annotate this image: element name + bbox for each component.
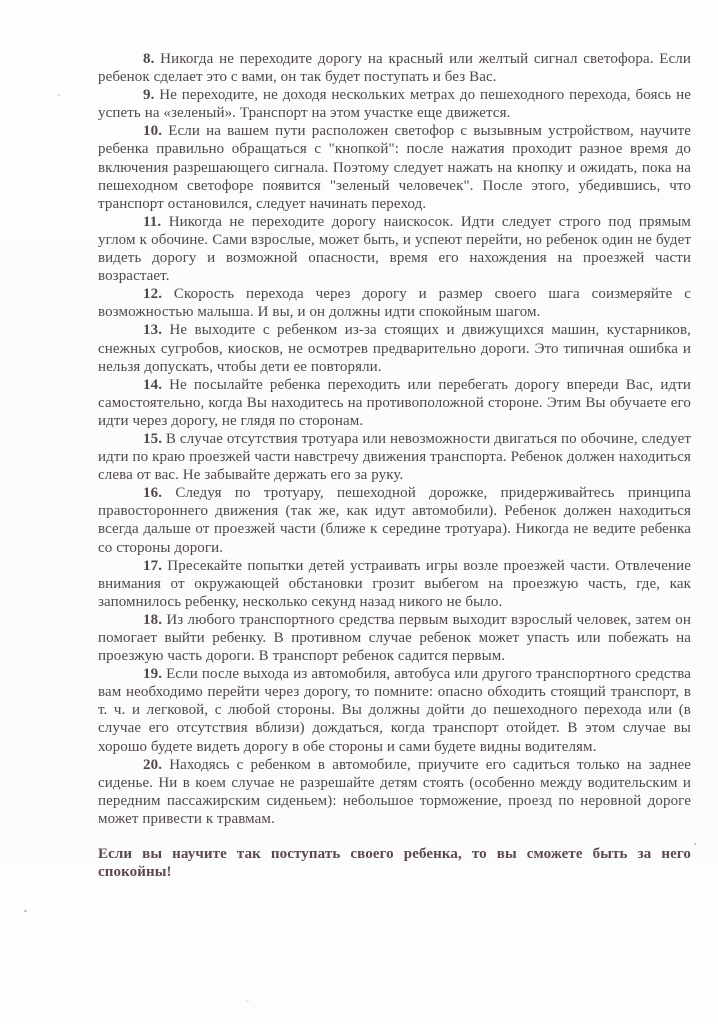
item-text: Пресекайте попытки детей устраивать игры возле проезжей части. Отвлечение внимания от окружающей обстановки грозит выбегом на проезжую часть, где, как запомнилось ребенку, несколько секунд назад никого не было. — [98, 557, 691, 610]
item-number: 8. — [143, 51, 155, 67]
item-number: 11. — [143, 213, 162, 230]
item-text: Не посылайте ребенка переходить или перебегать дорогу впереди Вас, идти самостоятельно, когда Вы находитесь на противоположной стороне. Этим Вы обучаете его идти через дорогу, не глядя по сторонам. — [98, 376, 691, 429]
item-text: Скорость перехода через дорогу и размер своего шага соизмеряйте с возможностью малыша. И вы, и он должны идти спокойным шагом. — [98, 286, 691, 321]
item-number: 17. — [143, 557, 163, 574]
list-item-15 — [98, 430, 691, 484]
list-item-12 — [98, 285, 691, 321]
list-item-9 — [98, 86, 691, 122]
scan-speck — [694, 843, 696, 845]
document-body — [98, 50, 691, 881]
list-item-8 — [98, 50, 691, 86]
item-number: 12. — [143, 286, 163, 303]
scan-speck — [57, 94, 61, 96]
list-item-14 — [98, 376, 691, 430]
item-text: Не выходите с ребенком из-за стоящих и движущихся машин, кустарников, снежных сугробов, киосков, не осмотрев предварительно дороги. Это типичная ошибка и нельзя допускать, чтобы дети ее повторяли. — [98, 322, 691, 375]
item-number: 10. — [143, 123, 163, 140]
scan-speck — [246, 1000, 249, 1002]
item-text: Никогда не переходите дорогу наискосок. Идти следует строго под прямым углом к обочине. Сами взрослые, может быть, и успеют перейти, но ребенок один не будет видеть дорогу и возможной опасности, время его нахождения на проезжей части возрастает. — [98, 213, 691, 285]
item-text: Следуя по тротуару, пешеходной дорожке, придерживайтесь принципа правостороннего движения (так же, как идут автомобили). Ребенок должен находиться всегда дальше от проезжей части (ближе к середине тротуара). Никогда не ведите ребенка со стороны дороги. — [98, 485, 691, 556]
item-number: 19. — [143, 666, 163, 683]
list-item-19 — [98, 665, 691, 755]
item-number: 18. — [143, 611, 163, 628]
item-number: 20. — [143, 756, 163, 773]
list-item-17 — [98, 557, 691, 611]
list-item-18 — [98, 611, 691, 665]
item-number: 14. — [143, 376, 163, 393]
item-text: Не переходите, не доходя нескольких метрах до пешеходного перехода, боясь не успеть на «зеленый». Транспорт на этом участке еще движется. — [98, 87, 691, 122]
item-text: Если на вашем пути расположен светофор с вызывным устройством, научите ребенка правильно обращаться с "кнопкой": после нажатия проходит разное время до включения разрешающего сигнала. Поэтому следует нажать на кнопку и ожидать, пока на пешеходном светофоре появится "зеленый человечек". После этого, убедившись, что транспорт остановился, следует начинать переход. — [98, 123, 691, 212]
item-text: Никогда не переходите дорогу на красный или желтый сигнал светофора. Если ребенок сделает это с вами, он так будет поступать и без Вас. — [98, 51, 691, 86]
list-item-11 — [98, 213, 691, 285]
item-number: 9. — [143, 87, 155, 104]
item-number: 15. — [143, 430, 163, 447]
item-number: 13. — [143, 322, 163, 339]
list-item-13 — [98, 321, 691, 375]
scan-speck — [24, 910, 27, 912]
item-text: В случае отсутствия тротуара или невозможности двигаться по обочине, следует идти по краю проезжей части навстречу движения транспорта. Ребенок должен находиться слева от вас. Не забывайте держать его за руку. — [98, 430, 691, 484]
list-item-20 — [98, 756, 691, 828]
list-item-10 — [98, 122, 691, 212]
conclusion-paragraph: Если вы научите так поступать своего ребенка, то вы сможете быть за него спокойны! — [98, 846, 691, 881]
list-item-16 — [98, 484, 691, 556]
item-number: 16. — [143, 485, 163, 502]
item-text: Находясь с ребенком в автомобиле, приучите его садиться только на заднее сиденье. Ни в коем случае не разрешайте детям стоять (особенно между водительским и передним пассажирским сиденьем): небольшое торможение, проезд по неровной дороге может привести к травмам. — [98, 756, 691, 827]
item-text: Из любого транспортного средства первым выходит взрослый человек, затем он помогает выйти ребенку. В противном случае ребенок может упасть или побежать на проезжую часть дороги. В транспорт ребенок садится первым. — [98, 611, 691, 665]
item-text: Если после выхода из автомобиля, автобуса или другого транспортного средства вам необходимо перейти через дорогу, то помните: опасно обходить стоящий транспорт, в т. ч. и легковой, с любой стороны. Вы должны дойти до пешеходного перехода или (в случае его отсутствия вблизи) дождаться, когда транспорт отойдет. В этом случае вы хорошо будете видеть дорогу в обе стороны и сами будете видны водителям. — [98, 666, 691, 755]
